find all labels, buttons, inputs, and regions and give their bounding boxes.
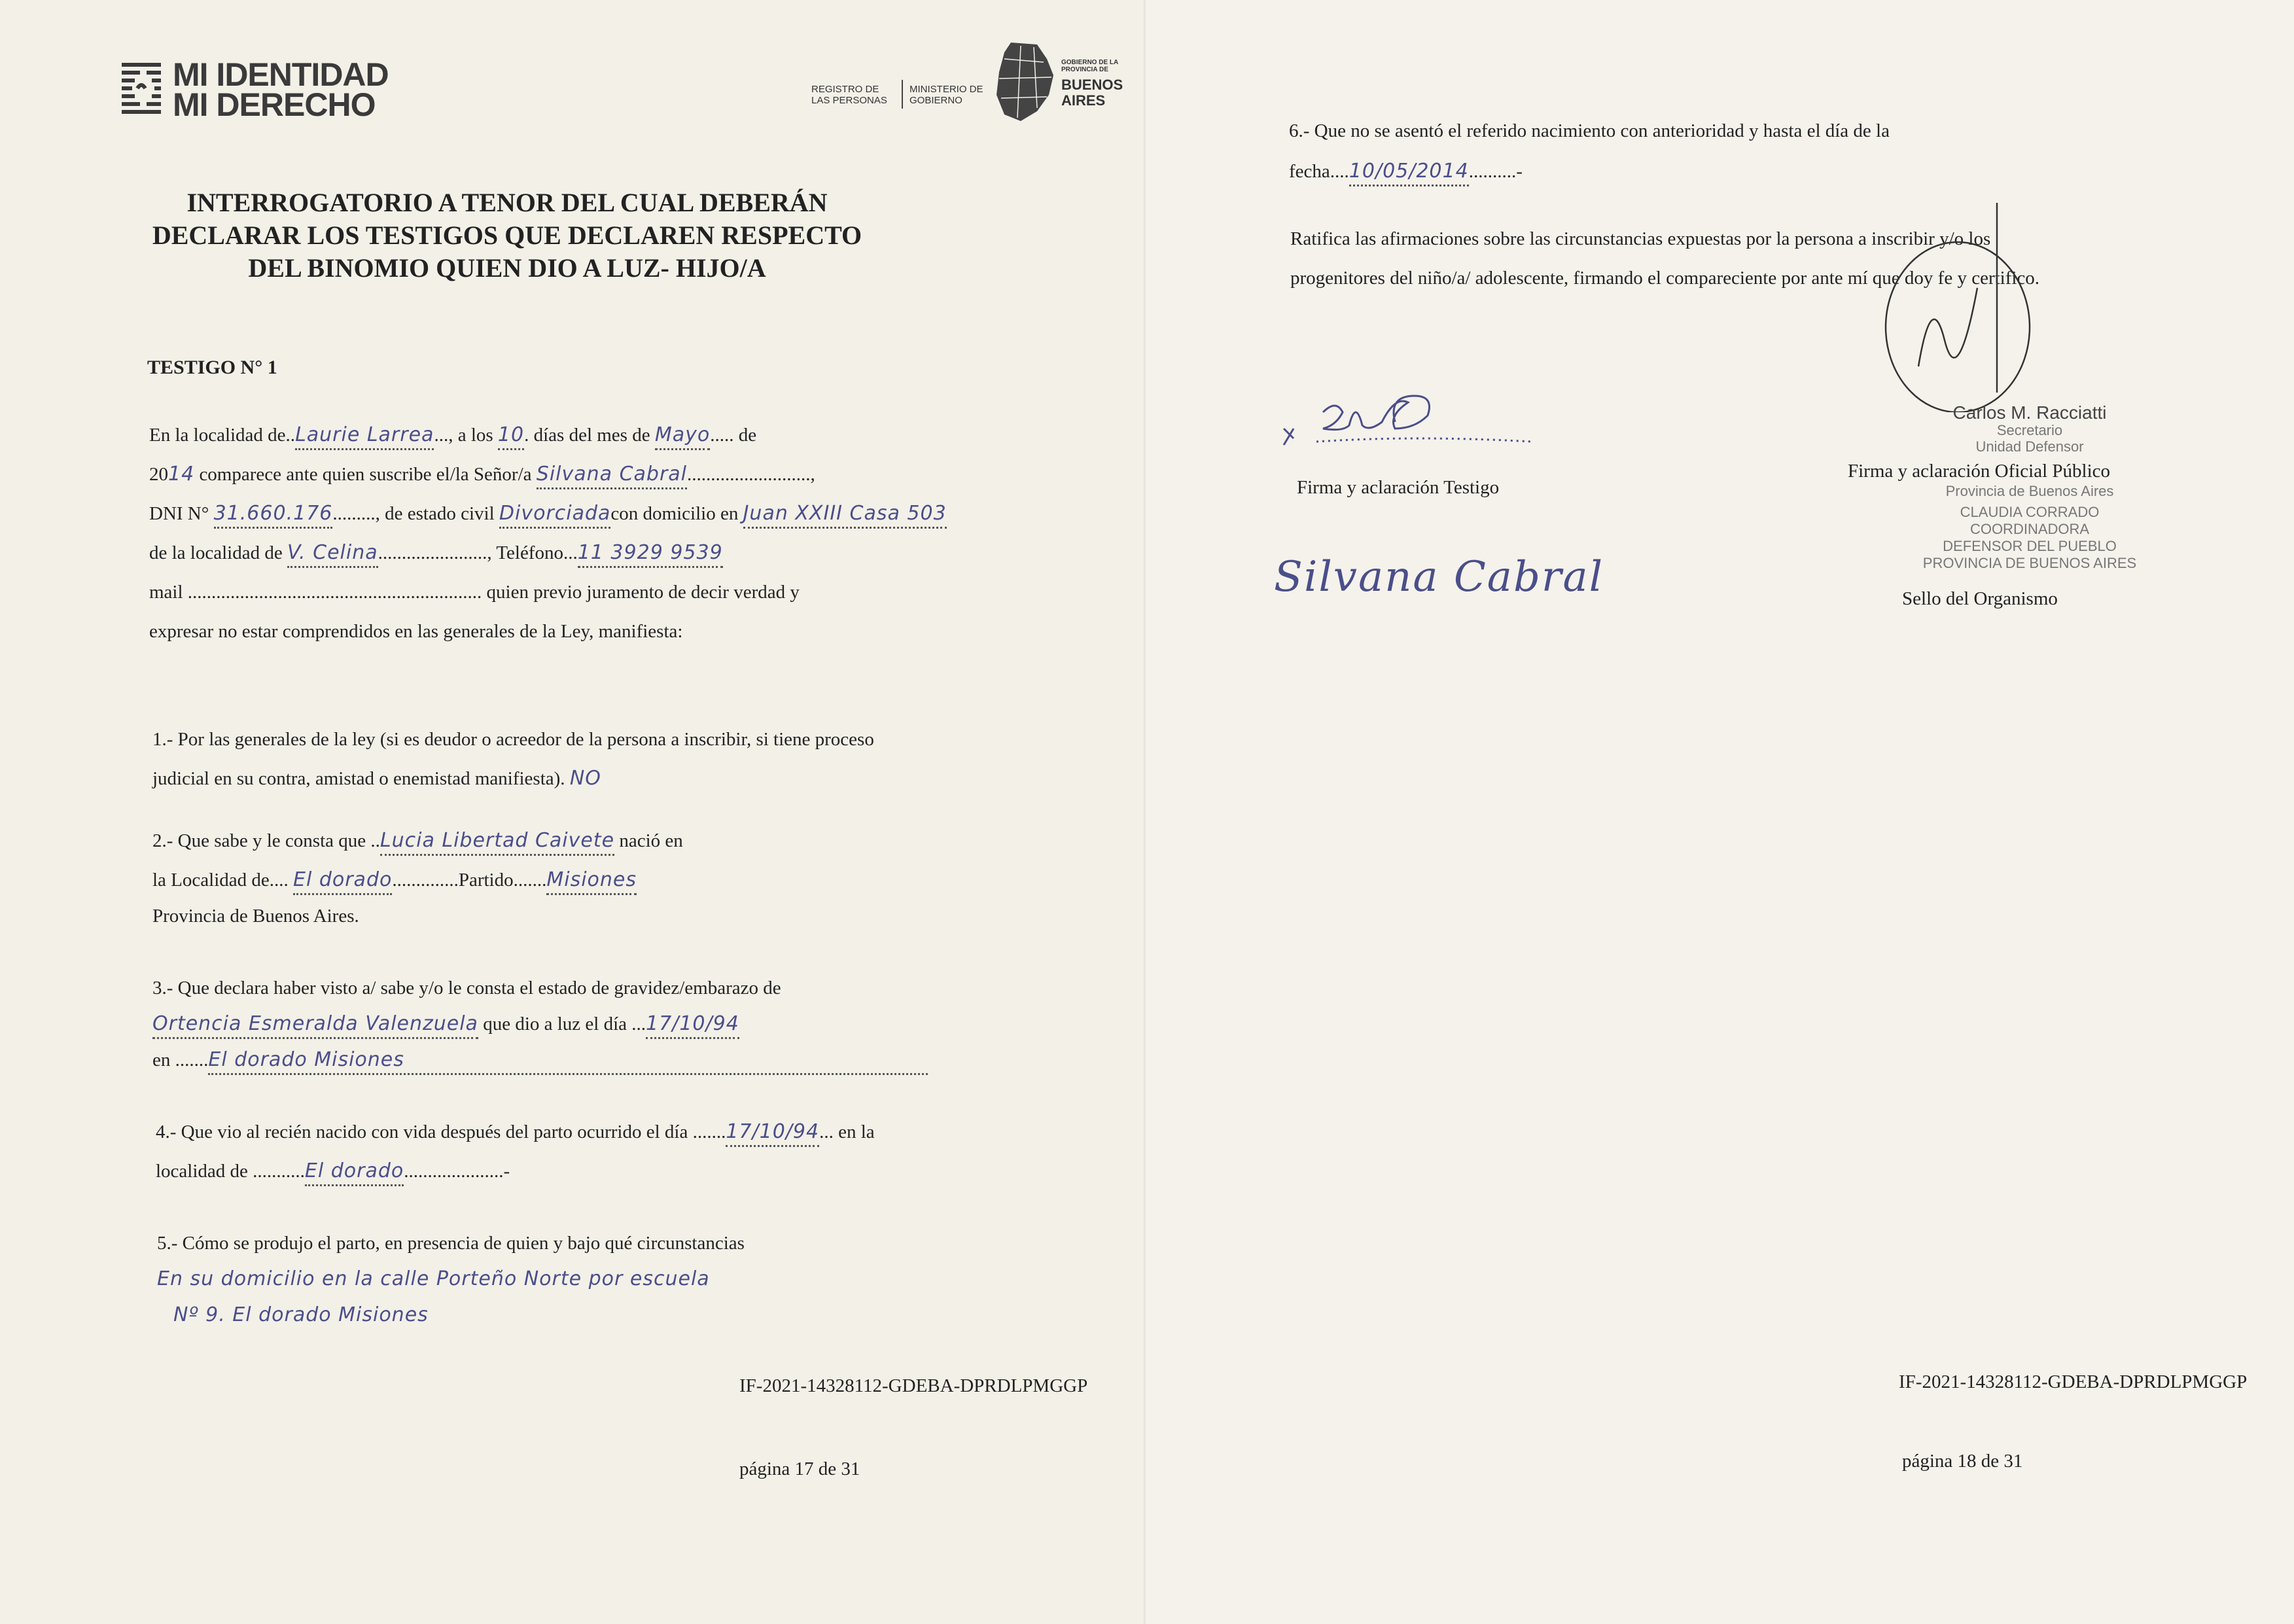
- intro-line-1: [149, 422, 1013, 450]
- q1-line-2: [152, 766, 1023, 792]
- handwritten-year: 14: [168, 463, 195, 485]
- official-stamp: [1892, 504, 2167, 572]
- q1-line-1: 1.- Por las generales de la ley (si es deudor o acreedor de la persona a inscribir, si tiene proceso: [152, 729, 874, 750]
- handwritten-delivery-date: 17/10/94: [726, 1119, 819, 1147]
- registry-label: REGISTRO DE LAS PERSONAS: [811, 84, 887, 106]
- document-id: IF-2021-14328112-GDEBA-DPRDLPMGGP: [739, 1375, 1088, 1396]
- document-id: IF-2021-14328112-GDEBA-DPRDLPMGGP: [1899, 1371, 2248, 1392]
- ratify-line-1: Ratifica las afirmaciones sobre las circunstancias expuestas por la persona a inscribir y/o los: [1290, 228, 1991, 249]
- text: DNI N°: [149, 503, 209, 524]
- text: ... en la: [819, 1121, 875, 1142]
- handwritten-q6-date: 10/05/2014: [1349, 158, 1469, 186]
- official-signature-label: Firma y aclaración Oficial Público: [1848, 461, 2111, 482]
- handwritten-witness-name: Silvana Cabral: [537, 461, 687, 489]
- document-page-17: [0, 0, 1146, 1624]
- text: ..........-: [1468, 161, 1523, 182]
- text: ..... de: [710, 425, 757, 446]
- handwritten-locality: V. Celina: [287, 540, 378, 568]
- handwritten-mother-name: Ortencia Esmeralda Valenzuela: [152, 1011, 478, 1039]
- official-signature-mark: [1866, 196, 2036, 412]
- text: ........., de estado civil: [332, 503, 495, 524]
- text: que dio a luz el día ...: [483, 1014, 646, 1034]
- text: fecha....: [1289, 161, 1349, 182]
- intro-line-3: [149, 501, 1131, 529]
- ratify-line-2: progenitores del niño/a/ adolescente, firmando el compareciente por ante mí que doy fe y certifico.: [1290, 268, 2040, 289]
- text: ..............Partido.......: [392, 870, 547, 891]
- handwritten-month: Mayo: [655, 422, 710, 450]
- text: En la localidad de..: [149, 425, 296, 446]
- government-logo: [811, 39, 1152, 131]
- text: . días del mes de: [524, 425, 650, 446]
- text: judicial en su contra, amistad o enemistad manifiesta).: [152, 768, 565, 789]
- logo-divider: [902, 80, 903, 109]
- text: quien previo juramento de decir verdad y: [486, 582, 800, 603]
- brand-line-2: MI DERECHO: [173, 86, 376, 123]
- witness-signature: [1277, 373, 1552, 458]
- fingerprint-icon: [118, 58, 165, 121]
- gov-big-label: BUENOS AIRES: [1061, 77, 1123, 109]
- ministry-label: MINISTERIO DE GOBIERNO: [909, 84, 983, 106]
- intro-line-6: expresar no estar comprendidos en las generales de la Ley, manifiesta:: [149, 621, 683, 642]
- gov-small-label: GOBIERNO DE LA PROVINCIA DE: [1061, 59, 1118, 73]
- official-province: Provincia de Buenos Aires: [1945, 483, 2114, 499]
- q2-line-2: [152, 867, 1023, 895]
- q5-line-1: 5.- Cómo se produjo el parto, en presencia de quien y bajo qué circunstancias: [157, 1233, 745, 1254]
- q2-line-1: [152, 828, 1023, 856]
- text: 4.- Que vio al recién nacido con vida después del parto ocurrido el día .......: [156, 1121, 726, 1142]
- handwritten-delivery-locality: El dorado: [305, 1158, 404, 1186]
- handwritten-phone: 11 3929 9539: [578, 540, 723, 568]
- witness-heading: TESTIGO N° 1: [147, 357, 277, 378]
- text: nació en: [619, 830, 683, 851]
- mi-identidad-logo: [118, 56, 393, 128]
- stamp-line: PROVINCIA DE BUENOS AIRES: [1922, 555, 2137, 571]
- text: ..........................,: [687, 464, 815, 485]
- document-page-18: [1146, 0, 2294, 1624]
- text: con domicilio en: [610, 503, 739, 524]
- handwritten-city: Laurie Larrea: [295, 422, 434, 450]
- intro-line-5: [149, 579, 1013, 605]
- text: localidad de ...........: [156, 1161, 305, 1182]
- handwritten-day: 10: [498, 422, 524, 450]
- q2-line-3: Provincia de Buenos Aires.: [152, 906, 359, 927]
- official-unit: Unidad Defensor: [1975, 438, 2084, 455]
- official-name: Carlos M. Racciatti: [1952, 402, 2107, 423]
- witness-signature-label: Firma y aclaración Testigo: [1297, 477, 1500, 498]
- handwritten-birth-locality: El dorado: [293, 867, 392, 895]
- handwritten-child-name: Lucia Libertad Caivete: [380, 828, 614, 856]
- handwritten-q5-line-1: En su domicilio en la calle Porteño Norte por escuela: [157, 1267, 710, 1290]
- stamp-line: DEFENSOR DEL PUEBLO: [1943, 538, 2117, 554]
- handwritten-dni: 31.660.176: [214, 501, 333, 529]
- intro-line-2: [149, 461, 1013, 489]
- stamp-line: CLAUDIA CORRADO: [1960, 504, 2100, 520]
- stamp-line: COORDINADORA: [1969, 521, 2090, 537]
- page-title: INTERROGATORIO A TENOR DEL CUAL DEBERÁN DECLARAR LOS TESTIGOS QUE DECLAREN RESPECTO DEL BINOMIO QUIEN DIO A LUZ- HIJO/A: [152, 188, 862, 283]
- q3-line-2: [152, 1011, 1023, 1039]
- text: en .......: [152, 1050, 209, 1070]
- text: comparece ante quien suscribe el/la Señor/a: [199, 464, 532, 485]
- handwritten-birth-date: 17/10/94: [646, 1011, 739, 1039]
- handwritten-q5-line-2: Nº 9. El dorado Misiones: [173, 1303, 429, 1326]
- witness-handwritten-name: Silvana Cabral: [1274, 553, 1604, 601]
- seal-label: Sello del Organismo: [1902, 588, 2058, 609]
- text: ..., a los: [434, 425, 493, 446]
- handwritten-birth-place: El dorado Misiones: [208, 1047, 928, 1075]
- brand-line-1: MI IDENTIDAD: [173, 56, 389, 93]
- q3-line-3: [152, 1047, 1023, 1075]
- handwritten-q1-answer: NO: [569, 767, 601, 790]
- text: 2.- Que sabe y le consta que ..: [152, 830, 380, 851]
- text: .....................-: [404, 1161, 510, 1182]
- handwritten-partido: Misiones: [546, 867, 637, 895]
- q4-line-2: [156, 1158, 1026, 1186]
- q6-line-2: [1289, 158, 2140, 186]
- q6-line-1: 6.- Que no se asentó el referido nacimiento con anterioridad y hasta el día de la: [1289, 120, 1890, 141]
- text: 20: [149, 464, 168, 485]
- text: ......................., Teléfono...: [378, 542, 578, 563]
- page-number: página 18 de 31: [1902, 1451, 2023, 1472]
- handwritten-civil-status: Divorciada: [499, 501, 611, 529]
- page-number: página 17 de 31: [739, 1458, 860, 1479]
- official-title: Secretario: [1996, 422, 2063, 438]
- text: la Localidad de....: [152, 870, 289, 891]
- q4-line-1: [156, 1119, 1026, 1147]
- handwritten-address: Juan XXIII Casa 503: [743, 501, 947, 529]
- intro-line-4: [149, 540, 1013, 568]
- text: mail ..............................................................: [149, 582, 482, 603]
- q3-line-1: 3.- Que declara haber visto a/ sabe y/o le consta el estado de gravidez/embarazo de: [152, 978, 781, 998]
- province-map-icon: [991, 39, 1057, 124]
- text: de la localidad de: [149, 542, 283, 563]
